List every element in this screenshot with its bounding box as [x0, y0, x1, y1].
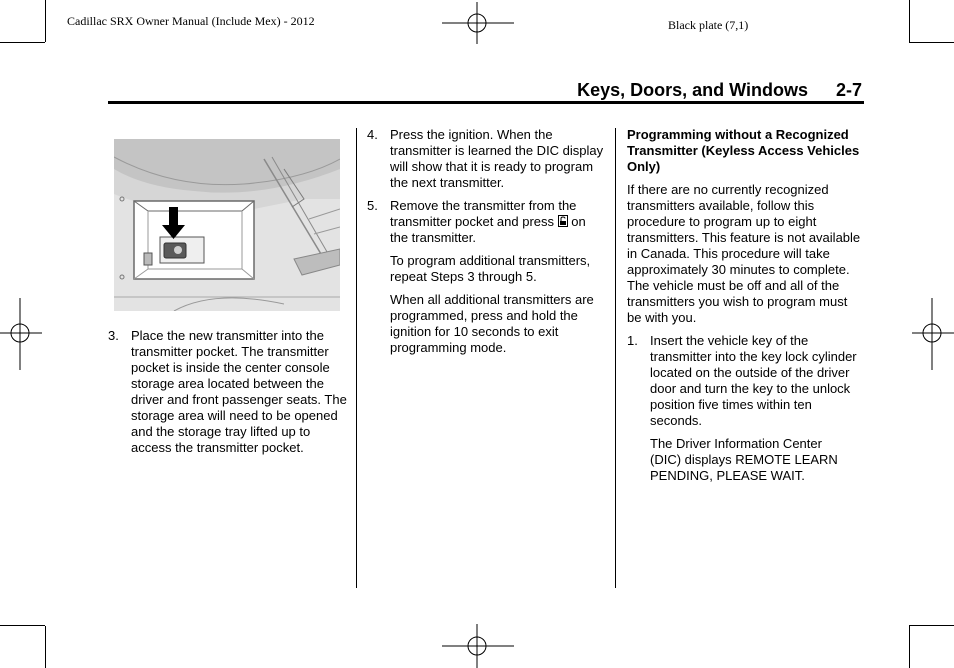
- console-pocket-illustration: [114, 139, 340, 311]
- registration-mark: [0, 298, 42, 370]
- paragraph: If there are no currently recognized transmitters available, follow this procedure to program up to eight transmitters. This feature is not available in Canada. This procedure will take approximately 30 minutes to complete. The vehicle must be off and all of the transmitters you wish to program must be with you.: [627, 182, 861, 325]
- crop-mark: [45, 626, 46, 668]
- registration-mark: [912, 298, 954, 370]
- step-text: Place the new transmitter into the transmitter pocket. The transmitter pocket is inside the center console storage area located between the driver and front passenger seats. The storage area will need to be opened and the storage tray lifted up to access the transmitter pocket.: [131, 328, 347, 455]
- step-text: Insert the vehicle key of the transmitter into the key lock cylinder located on the outside of the driver door and turn the key to the unlock position five times within ten seconds.: [650, 333, 857, 428]
- step-text: Remove the transmitter from the transmitter pocket and press: [390, 198, 577, 229]
- column-1: [108, 328, 348, 456]
- step-number: 4.: [367, 127, 378, 142]
- crop-mark: [909, 626, 910, 668]
- crop-mark: [909, 625, 954, 626]
- step-4: [367, 127, 607, 191]
- step-1: [627, 333, 864, 429]
- column-3: [627, 127, 864, 484]
- subsection-heading: Programming without a Recognized Transmitter (Keyless Access Vehicles Only): [627, 127, 860, 174]
- unlock-icon: [558, 215, 568, 227]
- header-rule: [108, 101, 864, 104]
- crop-mark: [0, 625, 45, 626]
- crop-mark: [45, 0, 46, 42]
- step-3: [108, 328, 348, 456]
- plate-label: Black plate (7,1): [668, 18, 749, 32]
- paragraph: To program additional transmitters, repeat Steps 3 through 5.: [390, 253, 591, 284]
- section-header: [577, 80, 862, 101]
- page-number: 2-7: [835, 80, 862, 100]
- registration-mark: [442, 2, 514, 44]
- section-title: Keys, Doors, and Windows: [577, 80, 808, 100]
- manual-title: Cadillac SRX Owner Manual (Include Mex) - 2012: [67, 14, 315, 28]
- paragraph: The Driver Information Center (DIC) displays REMOTE LEARN PENDING, PLEASE WAIT.: [650, 436, 838, 483]
- step-number: 1.: [627, 333, 638, 348]
- crop-mark: [0, 42, 45, 43]
- step-text: on the transmitter.: [390, 214, 586, 245]
- step-5: [367, 198, 607, 246]
- step-number: 3.: [108, 328, 119, 343]
- paragraph: When all additional transmitters are programmed, press and hold the ignition for 10 seconds to exit programming mode.: [390, 292, 594, 355]
- crop-mark: [909, 0, 910, 42]
- column-divider: [356, 128, 357, 588]
- step-text: Press the ignition. When the transmitter is learned the DIC display will show that it is ready to program the next transmitter.: [390, 127, 604, 190]
- column-2: [367, 127, 607, 356]
- step-number: 5.: [367, 198, 378, 213]
- registration-mark: [442, 624, 514, 668]
- column-divider: [615, 128, 616, 588]
- crop-mark: [909, 42, 954, 43]
